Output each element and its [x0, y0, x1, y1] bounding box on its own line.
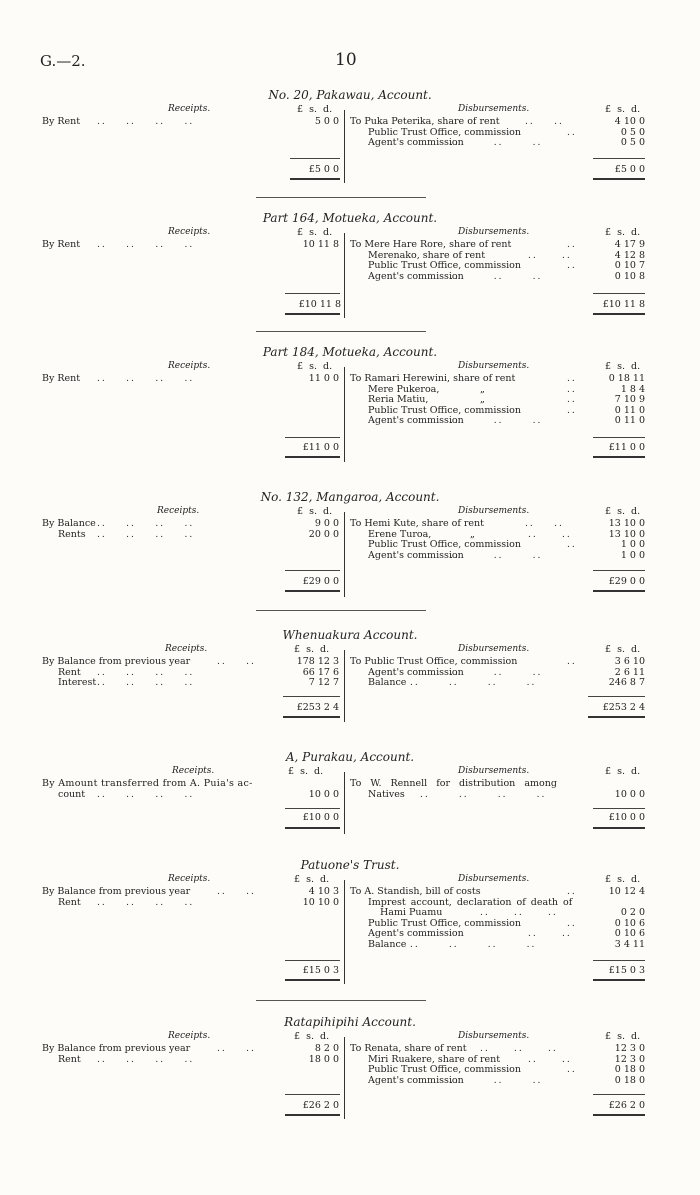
- disbursement-amount: 0 10 6: [614, 917, 645, 929]
- lsd-header-right: £ s. d.: [605, 1031, 641, 1042]
- disbursement-amount: 10 0 0: [614, 788, 645, 800]
- receipt-amount: 10 10 0: [302, 896, 339, 908]
- disbursement-amount: [585, 779, 645, 790]
- disbursements-label: Disbursements.: [458, 361, 530, 371]
- total-right: £29 0 0: [608, 576, 645, 587]
- account-title: No. 132, Mangaroa, Account.: [260, 490, 440, 504]
- total-right: £26 2 0: [608, 1100, 645, 1111]
- disbursement-amount: 0 11 0: [614, 404, 645, 416]
- receipts-label: Receipts.: [168, 1031, 211, 1041]
- receipt-line: By Rent .. .. .. ..: [42, 116, 195, 127]
- account-block: [0, 750, 700, 870]
- disbursement-line: Agent's commission .. .. ..: [368, 270, 543, 282]
- disbursement-line: Natives .. .. .. ..: [368, 788, 547, 800]
- disbursement-line: To A. Standish, bill of costs ..: [350, 886, 577, 897]
- disbursement-line: Agent's commission .. .. ..: [368, 549, 543, 561]
- receipt-amount: 7 12 7: [308, 677, 339, 688]
- total-right: £253 2 4: [602, 702, 645, 713]
- receipt-line: By Amount transferred from A. Puia's ac-: [42, 778, 253, 789]
- disbursement-line: Public Trust Office, commission ..: [368, 260, 577, 271]
- disbursement-line: Reria Matiu, „ ..: [368, 394, 577, 405]
- disbursement-line: Agent's commission .. .. ..: [368, 415, 543, 426]
- disbursement-line: Agent's commission .. .. ..: [368, 666, 543, 678]
- disbursements-label: Disbursements.: [458, 506, 530, 516]
- disbursement-line: Balance .. .. .. ..: [368, 938, 537, 950]
- disbursements-label: Disbursements.: [458, 1031, 530, 1041]
- receipt-amount: 5 0 0: [314, 116, 339, 127]
- disbursement-amount: 7 10 9: [614, 394, 645, 405]
- lsd-header-right: £ s. d.: [605, 506, 641, 517]
- receipts-label: Receipts.: [172, 766, 215, 776]
- disbursement-amount: 1 0 0: [620, 539, 645, 550]
- account-block: [0, 88, 700, 208]
- page-number: 10: [335, 50, 357, 70]
- disbursement-line: To W. Rennell for distribution among: [350, 778, 557, 789]
- total-left: £253 2 4: [296, 702, 339, 713]
- disbursements-label: Disbursements.: [458, 766, 530, 776]
- disbursement-amount: 2 6 11: [614, 666, 645, 678]
- disbursements-label: Disbursements.: [458, 104, 530, 114]
- total-left: £10 11 8: [298, 299, 341, 310]
- receipt-line: By Balance .. .. .. ..: [42, 518, 195, 529]
- total-left: £29 0 0: [302, 576, 339, 587]
- disbursement-amount: 0 10 8: [614, 270, 645, 282]
- receipt-line: Rent .. .. .. ..: [58, 1053, 195, 1065]
- disbursement-line: Imprest account, declaration of death of: [368, 896, 573, 908]
- lsd-header-left: £ s. d.: [297, 104, 333, 115]
- disbursement-line: Erene Turoa, „ .. ..: [368, 528, 572, 540]
- lsd-header-left: £ s. d.: [297, 227, 333, 238]
- disbursement-amount: 10 12 4: [608, 886, 645, 897]
- receipt-line: By Rent .. .. .. ..: [42, 373, 195, 384]
- disbursement-line: Agent's commission .. .. ..: [368, 137, 543, 148]
- total-right: £10 11 8: [602, 299, 645, 310]
- lsd-header-right: £ s. d.: [605, 104, 641, 115]
- disbursement-line: Public Trust Office, commission ..: [368, 126, 577, 138]
- disbursement-line: To Hemi Kute, share of rent .. ..: [350, 518, 564, 529]
- disbursement-line: To Ramari Herewini, share of rent ..: [350, 373, 577, 384]
- receipt-line: Interest .. .. .. ..: [58, 677, 195, 688]
- disbursement-amount: 246 8 7: [608, 677, 645, 688]
- disbursement-line: Public Trust Office, commission ..: [368, 404, 577, 416]
- disbursement-amount: 0 10 6: [614, 928, 645, 939]
- lsd-header-left: £ s. d.: [297, 506, 333, 517]
- disbursement-amount: 0 10 7: [614, 260, 645, 271]
- disbursements-label: Disbursements.: [458, 644, 530, 654]
- receipt-line: By Balance from previous year .. ..: [42, 656, 256, 667]
- disbursement-amount: 0 18 11: [608, 373, 645, 384]
- total-left: £15 0 3: [302, 965, 339, 976]
- disbursement-line: Public Trust Office, commission ..: [368, 917, 577, 929]
- receipt-line: Rents .. .. .. ..: [58, 528, 195, 540]
- receipt-amount: 8 2 0: [314, 1043, 339, 1054]
- disbursement-amount: 3 4 11: [614, 938, 645, 950]
- receipt-line: By Rent .. .. .. ..: [42, 239, 195, 250]
- disbursement-amount: 1 0 0: [620, 549, 645, 561]
- disbursement-line: Mere Pukeroa, „ ..: [368, 383, 577, 395]
- receipt-amount: 18 0 0: [308, 1053, 339, 1065]
- disbursement-amount: 12 3 0: [614, 1053, 645, 1065]
- disbursement-line: Merenako, share of rent .. ..: [368, 249, 572, 261]
- disbursement-amount: 0 5 0: [620, 137, 645, 148]
- disbursement-line: Public Trust Office, commission ..: [368, 539, 577, 550]
- disbursement-line: Miri Ruakere, share of rent .. ..: [368, 1053, 572, 1065]
- account-title: Whenuakura Account.: [282, 628, 418, 642]
- total-right: £5 0 0: [614, 164, 645, 175]
- receipt-amount: 20 0 0: [308, 528, 339, 540]
- total-right: £10 0 0: [608, 812, 645, 823]
- lsd-header-right: £ s. d.: [605, 644, 641, 655]
- disbursements-label: Disbursements.: [458, 874, 530, 884]
- lsd-header-left: £ s. d.: [294, 644, 330, 655]
- disbursement-amount: 13 10 0: [608, 528, 645, 540]
- disbursement-line: To Public Trust Office, commission ..: [350, 656, 577, 667]
- lsd-header-right: £ s. d.: [605, 766, 641, 777]
- disbursement-amount: 0 2 0: [620, 907, 645, 918]
- disbursement-amount: 3 6 10: [614, 656, 645, 667]
- disbursements-label: Disbursements.: [458, 227, 530, 237]
- lsd-header-left: £ s. d.: [294, 1031, 330, 1042]
- receipt-line: count .. .. .. ..: [58, 788, 195, 800]
- account-title: A, Purakau, Account.: [285, 750, 415, 764]
- receipt-amount: 66 17 6: [302, 666, 339, 678]
- account-title: Ratapihipihi Account.: [284, 1015, 416, 1029]
- disbursement-line: To Mere Hare Rore, share of rent ..: [350, 239, 577, 250]
- total-left: £10 0 0: [302, 812, 339, 823]
- receipt-amount: 10 11 8: [302, 239, 339, 250]
- account-block: [0, 490, 700, 610]
- receipts-label: Receipts.: [168, 361, 211, 371]
- disbursement-line: Hami Puamu .. .. ..: [380, 907, 558, 918]
- disbursement-amount: 4 10 0: [614, 116, 645, 127]
- receipts-label: Receipts.: [168, 874, 211, 884]
- total-left: £5 0 0: [308, 164, 339, 175]
- account-title: Patuone's Trust.: [300, 858, 400, 872]
- disbursement-amount: 1 8 4: [620, 383, 645, 395]
- receipts-label: Receipts.: [165, 644, 208, 654]
- account-title: Part 184, Motueka, Account.: [262, 345, 438, 359]
- lsd-header-right: £ s. d.: [605, 361, 641, 372]
- disbursement-amount: 13 10 0: [608, 518, 645, 529]
- page-code: G.—2.: [40, 52, 86, 70]
- disbursement-line: Agent's commission .. ..: [368, 928, 572, 939]
- account-block: [0, 628, 700, 748]
- total-left: £26 2 0: [302, 1100, 339, 1111]
- disbursement-line: To Puka Peterika, share of rent .. ..: [350, 116, 564, 127]
- receipt-line: Rent .. .. .. ..: [58, 666, 195, 678]
- disbursement-line: To Renata, share of rent .. .. ..: [350, 1043, 558, 1054]
- disbursement-amount: 0 18 0: [614, 1064, 645, 1075]
- receipts-label: Receipts.: [168, 104, 211, 114]
- disbursement-amount: 4 12 8: [614, 249, 645, 261]
- receipt-amount: 4 10 3: [308, 886, 339, 897]
- account-block: [0, 345, 700, 465]
- account-title: No. 20, Pakawau, Account.: [268, 88, 432, 102]
- receipts-label: Receipts.: [157, 506, 200, 516]
- disbursement-line: Public Trust Office, commission ..: [368, 1064, 577, 1075]
- disbursement-line: Balance .. .. .. ..: [368, 677, 537, 688]
- disbursement-amount: 0 18 0: [614, 1074, 645, 1086]
- disbursement-amount: 12 3 0: [614, 1043, 645, 1054]
- lsd-header-right: £ s. d.: [605, 227, 641, 238]
- disbursement-amount: 0 5 0: [620, 126, 645, 138]
- lsd-header-left: £ s. d.: [294, 874, 330, 885]
- total-right: £15 0 3: [608, 965, 645, 976]
- receipt-amount: 10 0 0: [308, 788, 339, 800]
- receipt-amount: [283, 779, 339, 790]
- disbursement-line: Agent's commission .. .. ..: [368, 1074, 543, 1086]
- account-block: [0, 211, 700, 331]
- account-title: Part 164, Motueka, Account.: [262, 211, 438, 225]
- disbursement-amount: 4 17 9: [614, 239, 645, 250]
- total-left: £11 0 0: [302, 442, 339, 453]
- receipts-label: Receipts.: [168, 227, 211, 237]
- disbursement-amount: 0 11 0: [614, 415, 645, 426]
- receipt-line: By Balance from previous year .. ..: [42, 886, 256, 897]
- receipt-line: By Balance from previous year .. ..: [42, 1043, 256, 1054]
- lsd-header-left: £ s. d.: [288, 766, 324, 777]
- receipt-amount: 11 0 0: [308, 373, 339, 384]
- total-right: £11 0 0: [608, 442, 645, 453]
- lsd-header-right: £ s. d.: [605, 874, 641, 885]
- account-block: [0, 858, 700, 978]
- account-block: [0, 1015, 700, 1135]
- receipt-line: Rent .. .. .. ..: [58, 896, 195, 908]
- lsd-header-left: £ s. d.: [297, 361, 333, 372]
- receipt-amount: 9 0 0: [314, 518, 339, 529]
- receipt-amount: 178 12 3: [296, 656, 339, 667]
